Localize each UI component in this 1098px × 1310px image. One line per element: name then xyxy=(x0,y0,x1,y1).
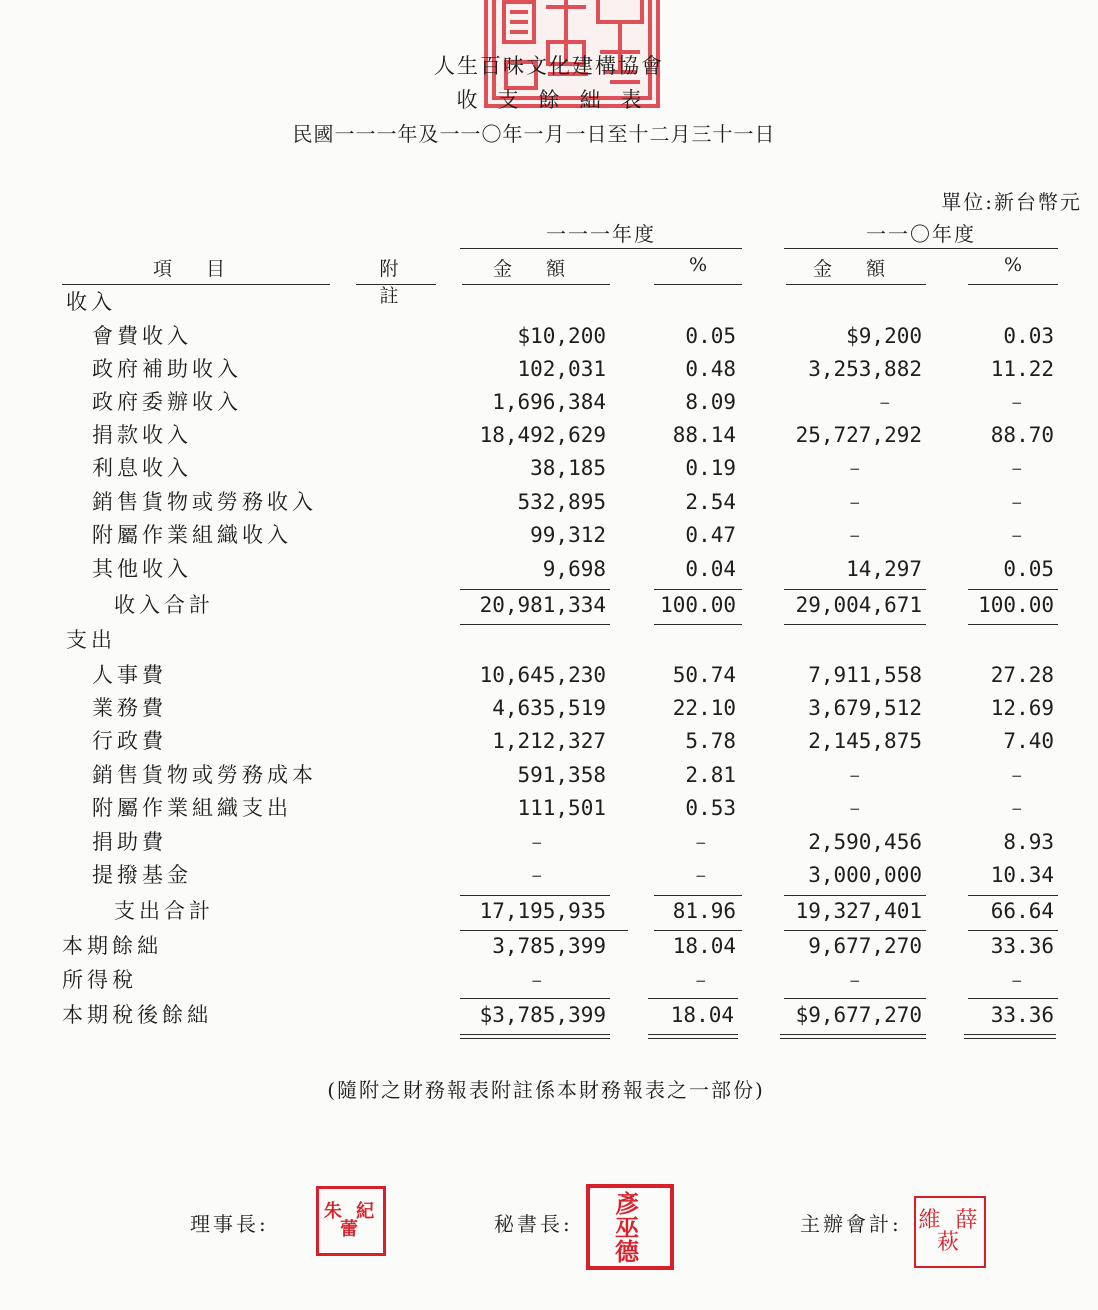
amount-111: 10,645,230 xyxy=(479,663,606,687)
percent-110: 12.69 xyxy=(990,696,1054,720)
net-surplus-row xyxy=(0,999,1098,1032)
row-label: 人事費 xyxy=(92,663,167,687)
amount-110: – xyxy=(849,763,860,787)
amount-110: $9,200 xyxy=(846,324,922,348)
percent-111: 18.04 xyxy=(670,1003,734,1027)
section-label: 收入 xyxy=(66,290,116,314)
percent-110: 10.34 xyxy=(990,863,1054,887)
percent-111: 5.78 xyxy=(685,729,736,753)
amount-110: 3,253,882 xyxy=(808,357,922,381)
amount-110: $9,677,270 xyxy=(795,1003,922,1027)
amount-110: 9,677,270 xyxy=(808,934,922,958)
amount-111: – xyxy=(531,968,542,992)
year-current-rule xyxy=(460,248,742,249)
net-double-rule xyxy=(780,1038,926,1039)
row-label: 附屬作業組織收入 xyxy=(92,523,292,547)
header-rule-item xyxy=(62,284,330,285)
organization-name: 人生百味文化建構協會 xyxy=(434,54,664,78)
percent-111: – xyxy=(695,830,706,854)
expense-section-heading xyxy=(0,624,1098,657)
row-label: 政府委辦收入 xyxy=(92,390,242,414)
percent-111: 0.04 xyxy=(685,557,736,581)
table-row xyxy=(0,519,1098,552)
table-row xyxy=(0,486,1098,519)
table-row xyxy=(0,759,1098,792)
table-row xyxy=(0,386,1098,419)
percent-110: 100.00 xyxy=(978,593,1054,617)
percent-111: 88.14 xyxy=(672,423,736,447)
table-row xyxy=(0,659,1098,692)
percent-110: – xyxy=(1011,490,1022,514)
percent-111: 2.81 xyxy=(685,763,736,787)
percent-111: 0.05 xyxy=(685,324,736,348)
percent-110: 0.03 xyxy=(1003,324,1054,348)
percent-110: – xyxy=(1011,456,1022,480)
percent-111: 0.48 xyxy=(685,357,736,381)
year-prior-rule xyxy=(784,248,1058,249)
amount-110: – xyxy=(849,968,860,992)
row-label: 利息收入 xyxy=(92,456,192,480)
amount-111: – xyxy=(531,863,542,887)
percent-111: 0.53 xyxy=(685,796,736,820)
table-row xyxy=(0,692,1098,725)
row-label: 其他收入 xyxy=(92,557,192,581)
percent-111: 50.74 xyxy=(672,663,736,687)
amount-110: 25,727,292 xyxy=(795,423,922,447)
amount-111: 591,358 xyxy=(517,763,606,787)
amount-111: $10,200 xyxy=(517,324,606,348)
row-label: 所得稅 xyxy=(62,968,137,992)
amount-111: 532,895 xyxy=(517,490,606,514)
percent-110: 11.22 xyxy=(990,357,1054,381)
percent-111: 0.19 xyxy=(685,456,736,480)
amount-110: 19,327,401 xyxy=(795,899,922,923)
row-label: 行政費 xyxy=(92,729,167,753)
year-current-header: 一一一年度 xyxy=(546,222,656,246)
note-column-header: 附 註 xyxy=(379,258,413,307)
percent-110: 33.36 xyxy=(990,934,1054,958)
percent-110: 66.64 xyxy=(990,899,1054,923)
percent-110: 0.05 xyxy=(1003,557,1054,581)
percent-110: – xyxy=(1011,523,1022,547)
amount-111: 111,501 xyxy=(517,796,606,820)
secretary-label: 秘書長: xyxy=(494,1212,573,1236)
row-label: 銷售貨物或勞務成本 xyxy=(92,763,317,787)
amount-111: 1,696,384 xyxy=(492,390,606,414)
percent-111-header: % xyxy=(688,254,708,276)
item-column-header: 項 目 xyxy=(152,258,240,280)
row-label: 政府補助收入 xyxy=(92,357,242,381)
amount-110: – xyxy=(849,456,860,480)
percent-110: – xyxy=(1011,796,1022,820)
header-rule-note xyxy=(356,284,436,285)
table-row xyxy=(0,553,1098,586)
percent-111: – xyxy=(695,968,706,992)
percent-110: – xyxy=(1011,968,1022,992)
expense-total-row xyxy=(0,895,1098,928)
amount-110: 7,911,558 xyxy=(808,663,922,687)
percent-111: – xyxy=(695,863,706,887)
row-label: 本期稅後餘絀 xyxy=(62,1003,212,1027)
amount-111: 3,785,399 xyxy=(492,934,606,958)
amount-110: 14,297 xyxy=(846,557,922,581)
income-section-heading xyxy=(0,286,1098,319)
amount-110: – xyxy=(879,390,890,414)
table-row xyxy=(0,320,1098,353)
amount-111: 102,031 xyxy=(517,357,606,381)
percent-110: – xyxy=(1011,390,1022,414)
percent-111: 22.10 xyxy=(672,696,736,720)
percent-110: 7.40 xyxy=(1003,729,1054,753)
net-double-rule xyxy=(460,1034,610,1035)
amount-111: 38,185 xyxy=(530,456,606,480)
row-label: 本期餘絀 xyxy=(62,934,162,958)
report-title: 收支餘絀表 xyxy=(456,88,662,112)
seal-text: 維 薛 萩 xyxy=(918,1208,982,1255)
header-rule-amount-111 xyxy=(462,284,610,285)
chairman-seal xyxy=(316,1186,386,1256)
percent-111: 2.54 xyxy=(685,490,736,514)
header-rule-percent-110 xyxy=(968,284,1058,285)
row-label: 收入合計 xyxy=(114,593,214,617)
amount-111: 9,698 xyxy=(542,557,606,581)
income-total-row xyxy=(0,589,1098,622)
amount-110: – xyxy=(849,523,860,547)
table-row xyxy=(0,419,1098,452)
amount-111: 18,492,629 xyxy=(479,423,606,447)
net-double-rule xyxy=(964,1038,1056,1039)
percent-110: 88.70 xyxy=(990,423,1054,447)
amount-110: 2,145,875 xyxy=(808,729,922,753)
net-double-rule xyxy=(964,1034,1056,1035)
row-label: 銷售貨物或勞務收入 xyxy=(92,490,317,514)
row-label: 提撥基金 xyxy=(92,863,192,887)
percent-110: 8.93 xyxy=(1003,830,1054,854)
net-double-rule xyxy=(460,1038,610,1039)
accountant-seal xyxy=(914,1196,986,1268)
amount-111: 17,195,935 xyxy=(479,899,606,923)
amount-111: 4,635,519 xyxy=(492,696,606,720)
amount-110: 29,004,671 xyxy=(795,593,922,617)
row-label: 捐款收入 xyxy=(92,423,192,447)
percent-111: 0.47 xyxy=(685,523,736,547)
percent-111: 18.04 xyxy=(672,934,736,958)
amount-110: 3,679,512 xyxy=(808,696,922,720)
row-label: 支出合計 xyxy=(114,899,214,923)
amount-110: – xyxy=(849,490,860,514)
amount-111: 1,212,327 xyxy=(492,729,606,753)
percent-110: – xyxy=(1011,763,1022,787)
chairman-label: 理事長: xyxy=(190,1212,269,1236)
surplus-row xyxy=(0,930,1098,963)
amount-111: 99,312 xyxy=(530,523,606,547)
income-tax-row xyxy=(0,964,1098,997)
row-label: 附屬作業組織支出 xyxy=(92,796,292,820)
net-double-rule xyxy=(780,1034,926,1035)
row-label: 業務費 xyxy=(92,696,167,720)
table-row xyxy=(0,859,1098,892)
seal-text: 彥 巫 德 xyxy=(615,1189,645,1266)
header-rule-amount-110 xyxy=(786,284,926,285)
percent-110: 33.36 xyxy=(990,1003,1054,1027)
amount-111: 20,981,334 xyxy=(479,593,606,617)
amount-110-header: 金 額 xyxy=(812,258,900,280)
amount-110: – xyxy=(849,796,860,820)
table-row xyxy=(0,452,1098,485)
row-label: 捐助費 xyxy=(92,830,167,854)
net-double-rule xyxy=(648,1038,738,1039)
table-row xyxy=(0,826,1098,859)
amount-111: – xyxy=(531,830,542,854)
secretary-seal xyxy=(586,1184,674,1270)
table-row xyxy=(0,792,1098,825)
amount-111: $3,785,399 xyxy=(479,1003,606,1027)
table-row xyxy=(0,725,1098,758)
table-row xyxy=(0,353,1098,386)
percent-111: 81.96 xyxy=(672,899,736,923)
section-label: 支出 xyxy=(66,628,116,652)
percent-111: 8.09 xyxy=(685,390,736,414)
accountant-label: 主辦會計: xyxy=(800,1212,902,1236)
seal-text: 朱 紀 蕾 xyxy=(323,1201,379,1240)
net-double-rule xyxy=(648,1034,738,1035)
percent-111: 100.00 xyxy=(660,593,736,617)
footnote: (隨附之財務報表附註係本財務報表之一部份) xyxy=(327,1078,765,1102)
header-rule-percent-111 xyxy=(654,284,742,285)
row-label: 會費收入 xyxy=(92,324,192,348)
currency-unit: 單位:新台幣元 xyxy=(941,190,1082,214)
year-prior-header: 一一〇年度 xyxy=(866,222,976,246)
percent-110-header: % xyxy=(1003,254,1023,276)
percent-110: 27.28 xyxy=(990,663,1054,687)
amount-110: 2,590,456 xyxy=(808,830,922,854)
report-period: 民國一一一年及一一〇年一月一日至十二月三十一日 xyxy=(292,122,776,146)
amount-110: 3,000,000 xyxy=(808,863,922,887)
amount-111-header: 金 額 xyxy=(492,258,580,280)
